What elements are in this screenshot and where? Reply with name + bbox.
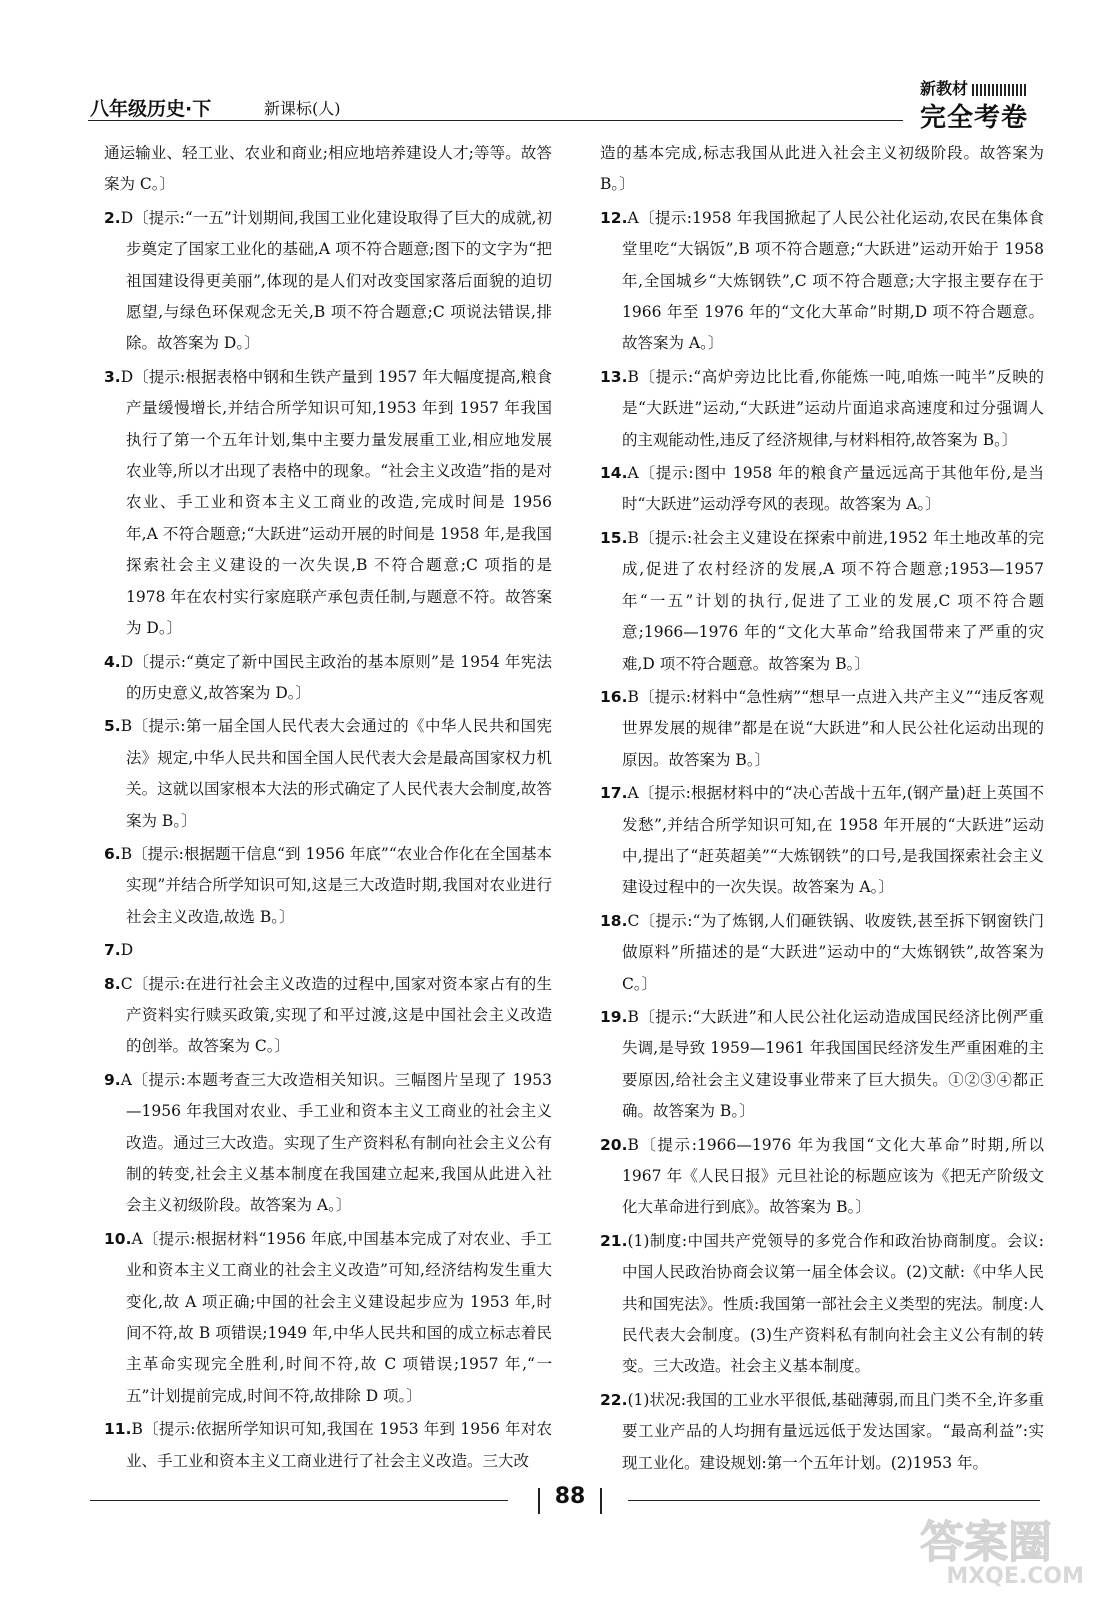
left-column: [104, 138, 552, 1479]
answer-text: A〔提示:1958 年我国掀起了人民公社化运动,农民在集体食堂里吃“大锅饭”,B 项不符合题意;“大跃进”运动开始于 1958 年,全国城乡“大炼钢铁”,C 项不符合题意;大字报主要存在于 1966 年至 1976 年的“文化大革命”时期,D 项不符合题意。故答案为 A。〕: [622, 208, 1044, 353]
answer-item: [600, 906, 1044, 1000]
answer-text: B〔提示:材料中“急性病”“想早一点进入共产主义”“违反客观世界发展的规律”都是在说“大跃进”和人民公社化运动出现的原因。故答案为 B。〕: [622, 687, 1044, 769]
footer-rule-left: [90, 1500, 508, 1501]
page-number: 88: [520, 1484, 620, 1509]
answer-text: A〔提示:图中 1958 年的粮食产量远远高于其他年份,是当时“大跃进”运动浮夸风的表现。故答案为 A。〕: [622, 464, 1044, 514]
answer-number: 2.: [104, 208, 121, 227]
answer-number: 14.: [600, 464, 628, 483]
answer-text: A〔提示:根据材料中的“决心苦战十五年,(钢产量)赶上英国不发愁”,并结合所学知识可知,在 1958 年开展的“大跃进”运动中,提出了“赶英超美”“大炼钢铁”的口号,是我国探索社会主义建设过程中的一次失误。故答案为 A。〕: [622, 784, 1044, 897]
answer-text: B〔提示:1966—1976 年为我国“文化大革命”时期,所以 1967 年《人民日报》元旦社论的标题应该为《把无产阶级文化大革命进行到底》。故答案为 B。〕: [622, 1135, 1044, 1217]
answer-number: 6.: [104, 844, 121, 863]
answer-item: [104, 935, 552, 966]
answer-item: [104, 203, 552, 360]
brand-bar-decoration: [972, 84, 1028, 96]
answer-text: D〔提示:根据表格中钢和生铁产量到 1957 年大幅度提高,粮食产量缓慢增长,并结合所学知识可知,1953 年到 1957 年我国执行了第一个五年计划,集中主要力量发展重工业,相应地发展农业等,所以才出现了表格中的现象。“社会主义改造”指的是对农业、手工业和资本主义工商业的改造,完成时间是 1956 年,A 不符合题意;“大跃进”运动开展的时间是 1958 年,是我国探索社会主义建设的一次失误,B 不符合题意;C 项指的是 1978 年在农村实行家庭联产承包责任制,与题意不符。故答案为 D。〕: [120, 367, 552, 638]
answer-number: 3.: [104, 367, 121, 386]
answer-number: 16.: [600, 687, 628, 706]
answer-item: [104, 1224, 552, 1412]
answer-number: 13.: [600, 367, 628, 386]
footer-rule-right: [628, 1500, 1040, 1501]
answer-item: [104, 138, 552, 201]
page-footer: [90, 1480, 1040, 1520]
answer-text: D〔提示:“奠定了新中国民主政治的基本原则”是 1954 年宪法的历史意义,故答案为 D。〕: [120, 652, 552, 702]
answer-text: (1)制度:中国共产党领导的多党合作和政治协商制度。会议:中国人民政治协商会议第一届全体会议。(2)文献:《中华人民共和国宪法》。性质:我国第一部社会主义类型的宪法。制度:人民代表大会制度。(3)生产资料私有制向社会主义公有制的转变。三大改造。社会主义基本制度。: [622, 1231, 1044, 1376]
brand-small: 新教材: [919, 79, 968, 98]
answer-item: [600, 203, 1044, 360]
answer-item: [600, 1002, 1044, 1128]
answer-number: 15.: [600, 528, 628, 547]
answer-item: [600, 778, 1044, 904]
answer-item: [600, 523, 1044, 680]
answer-item: [104, 839, 552, 933]
answer-item: [600, 138, 1044, 201]
brand-logo: [888, 76, 1028, 134]
answer-number: 9.: [104, 1070, 121, 1089]
answer-number: 20.: [600, 1135, 628, 1154]
answer-item: [104, 1065, 552, 1222]
answer-number: 10.: [104, 1229, 132, 1248]
answer-item: [104, 647, 552, 710]
answer-number: 8.: [104, 974, 121, 993]
answer-text: B〔提示:依据所学知识可知,我国在 1953 年到 1956 年对农业、手工业和资本主义工商业进行了社会主义改造。三大改: [126, 1420, 552, 1470]
right-column: [600, 138, 1044, 1481]
answer-item: [600, 682, 1044, 776]
page-header: [88, 79, 1048, 133]
answer-text: B〔提示:第一届全国人民代表大会通过的《中华人民共和国宪法》规定,中华人民共和国全国人民代表大会是最高国家权力机关。这就以国家根本大法的形式确定了人民代表大会制度,故答案为 B。〕: [120, 717, 552, 830]
answer-text: 造的基本完成,标志我国从此进入社会主义初级阶段。故答案为 B。〕: [600, 144, 1044, 194]
answer-text: C〔提示:“为了炼钢,人们砸铁锅、收废铁,甚至拆下钢窗铁门做原料”所描述的是“大跃进”运动中的“大炼钢铁”,故答案为 C。〕: [622, 911, 1044, 993]
answer-text: A〔提示:根据材料“1956 年底,中国基本完成了对农业、手工业和资本主义工商业的社会主义改造”可知,经济结构发生重大变化,故 A 项正确;中国的社会主义建设起步应为 1953 年,时间不符,故 B 项错误;1949 年,中华人民共和国的成立标志着民主革命实现完全胜利,时间不符,故 C 项错误;1957 年,“一五”计划提前完成,时间不符,故排除 D 项。〕: [126, 1229, 552, 1405]
answer-item: [600, 458, 1044, 521]
answer-number: 4.: [104, 652, 121, 671]
watermark-line2: MXQE.COM: [946, 1564, 1084, 1589]
answer-number: 5.: [104, 717, 121, 736]
answer-number: 21.: [600, 1231, 628, 1250]
watermark-line1: 答案圈: [920, 1517, 1052, 1568]
answer-text: B〔提示:社会主义建设在探索中前进,1952 年土地改革的完成,促进了农村经济的发展,A 项不符合题意;1953—1957 年“一五”计划的执行,促进了工业的发展,C 项不符合题意;1966—1976 年的“文化大革命”给我国带来了严重的灾难,D 项不符合题意。故答案为 B。〕: [622, 528, 1044, 673]
answer-item: [600, 1226, 1044, 1383]
answer-text: C〔提示:在进行社会主义改造的过程中,国家对资本家占有的生产资料实行赎买政策,实现了和平过渡,这是中国社会主义改造的创举。故答案为 C。〕: [120, 974, 552, 1056]
answer-item: [104, 1414, 552, 1477]
answer-text: D: [120, 941, 134, 960]
answer-text: 通运输业、轻工业、农业和商业;相应地培养建设人才;等等。故答案为 C。〕: [104, 144, 552, 194]
answer-item: [600, 362, 1044, 456]
answer-number: 22.: [600, 1390, 628, 1409]
answer-number: 17.: [600, 784, 628, 803]
watermark-logo: [920, 1506, 1090, 1596]
answer-item: [600, 1130, 1044, 1224]
answer-item: [104, 711, 552, 837]
answer-number: 19.: [600, 1007, 628, 1026]
subject-title: 八年级历史·下: [90, 98, 212, 120]
answer-text: B〔提示:“大跃进”和人民公社化运动造成国民经济比例严重失调,是导致 1959—1961 年我国国民经济发生严重困难的主要原因,给社会主义建设事业带来了巨大损失。①②③④都正确。故答案为 B。〕: [622, 1007, 1044, 1121]
answer-item: [104, 969, 552, 1063]
answer-number: 7.: [104, 941, 121, 960]
answer-item: [600, 1385, 1044, 1479]
answer-number: 12.: [600, 208, 628, 227]
brand-big: 完全考卷: [919, 103, 1028, 133]
header-rule: [88, 120, 903, 121]
answer-text: A〔提示:本题考查三大改造相关知识。三幅图片呈现了 1953—1956 年我国对农业、手工业和资本主义工商业的社会主义改造。通过三大改造。实现了生产资料私有制向社会主义公有制的转变,社会主义基本制度在我国建立起来,我国从此进入社会主义初级阶段。故答案为 A。〕: [120, 1070, 552, 1215]
answer-number: 11.: [104, 1420, 132, 1439]
edition-label: 新课标(人): [264, 99, 341, 118]
answer-text: B〔提示:“高炉旁边比比看,你能炼一吨,咱炼一吨半”反映的是“大跃进”运动,“大跃进”运动片面追求高速度和过分强调人的主观能动性,违反了经济规律,与材料相符,故答案为 B。〕: [622, 367, 1044, 449]
answer-number: 18.: [600, 911, 628, 930]
answer-text: B〔提示:根据题干信息“到 1956 年底”“农业合作化在全国基本实现”并结合所学知识可知,这是三大改造时期,我国对农业进行社会主义改造,故选 B。〕: [120, 844, 552, 926]
answer-text: D〔提示:“一五”计划期间,我国工业化建设取得了巨大的成就,初步奠定了国家工业化的基础,A 项不符合题意;图下的文字为“把祖国建设得更美丽”,体现的是人们对改变国家落后面貌的迫切愿望,与绿色环保观念无关,B 项不符合题意;C 项说法错误,排除。故答案为 D。〕: [120, 208, 552, 353]
answer-item: [104, 362, 552, 645]
answer-text: (1)状况:我国的工业水平很低,基础薄弱,而且门类不全,许多重要工业产品的人均拥有量远远低于发达国家。“最高利益”:实现工业化。建设规划:第一个五年计划。(2)1953 年。: [622, 1390, 1044, 1472]
